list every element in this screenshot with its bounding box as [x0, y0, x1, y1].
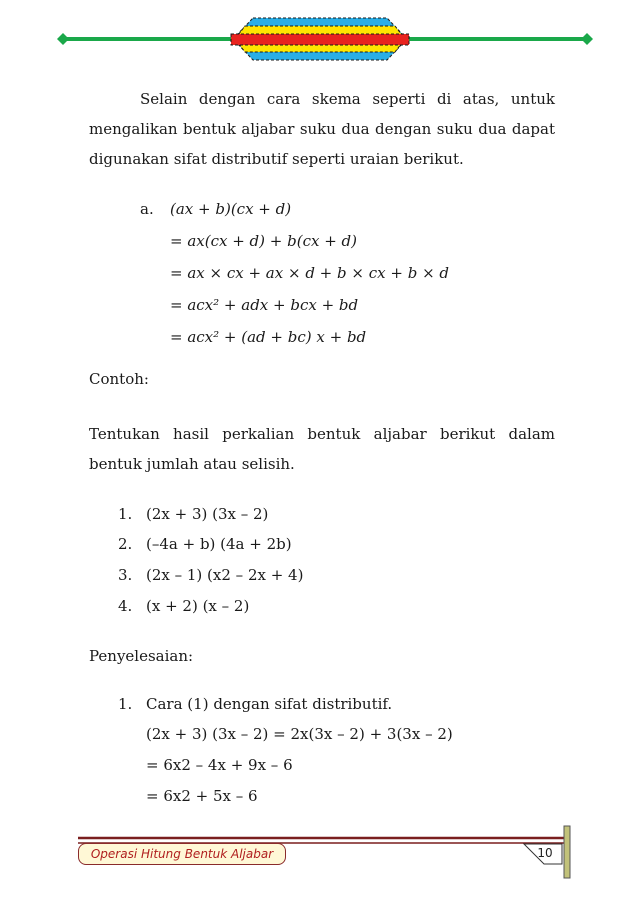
example-item-1-expr: (2x + 3) (3x – 2) [146, 505, 269, 523]
example-item-1-number: 1. [118, 505, 133, 523]
derivation-step-3: = ax × cx + ax × d + b × cx + b × d [170, 264, 450, 282]
example-item-2-number: 2. [118, 535, 133, 553]
example-heading: Contoh: [89, 370, 149, 388]
solution-step-3: = 6x2 + 5x – 6 [146, 787, 258, 805]
derivation-step-1: (ax + b)(cx + d) [170, 200, 292, 218]
example-item-3-expr: (2x – 1) (x2 – 2x + 4) [146, 566, 304, 584]
derivation-label: a. [140, 200, 154, 218]
solution-step-1: (2x + 3) (3x – 2) = 2x(3x – 2) + 3(3x – 2) [146, 725, 453, 743]
solution-step-2: = 6x2 – 4x + 9x – 6 [146, 756, 293, 774]
example-item-4-expr: (x + 2) (x – 2) [146, 597, 250, 615]
example-item-2-expr: (–4a + b) (4a + 2b) [146, 535, 292, 553]
example-item-4-number: 4. [118, 597, 133, 615]
intro-line-2: mengalikan bentuk aljabar suku dua dengan suku dua dapat [89, 120, 555, 138]
solution-item-title: Cara (1) dengan sifat distributif. [146, 695, 393, 713]
footer-title: Operasi Hitung Bentuk Aljabar [78, 843, 286, 865]
page-number: 10 [537, 846, 553, 860]
derivation-step-4: = acx² + adx + bcx + bd [170, 296, 359, 314]
derivation-step-5: = acx² + (ad + bc) x + bd [170, 328, 367, 346]
intro-line-1: Selain dengan cara skema seperti di atas, untuk [140, 90, 555, 108]
example-task-line-1: Tentukan hasil perkalian bentuk aljabar berikut dalam [89, 425, 555, 443]
example-item-3-number: 3. [118, 566, 133, 584]
header-ornament [55, 14, 595, 66]
derivation-step-2: = ax(cx + d) + b(cx + d) [170, 232, 357, 250]
intro-line-3: digunakan sifat distributif seperti uraian berikut. [89, 150, 464, 168]
solution-item-number: 1. [118, 695, 133, 713]
example-task-line-2: bentuk jumlah atau selisih. [89, 455, 295, 473]
solution-heading: Penyelesaian: [89, 647, 194, 665]
